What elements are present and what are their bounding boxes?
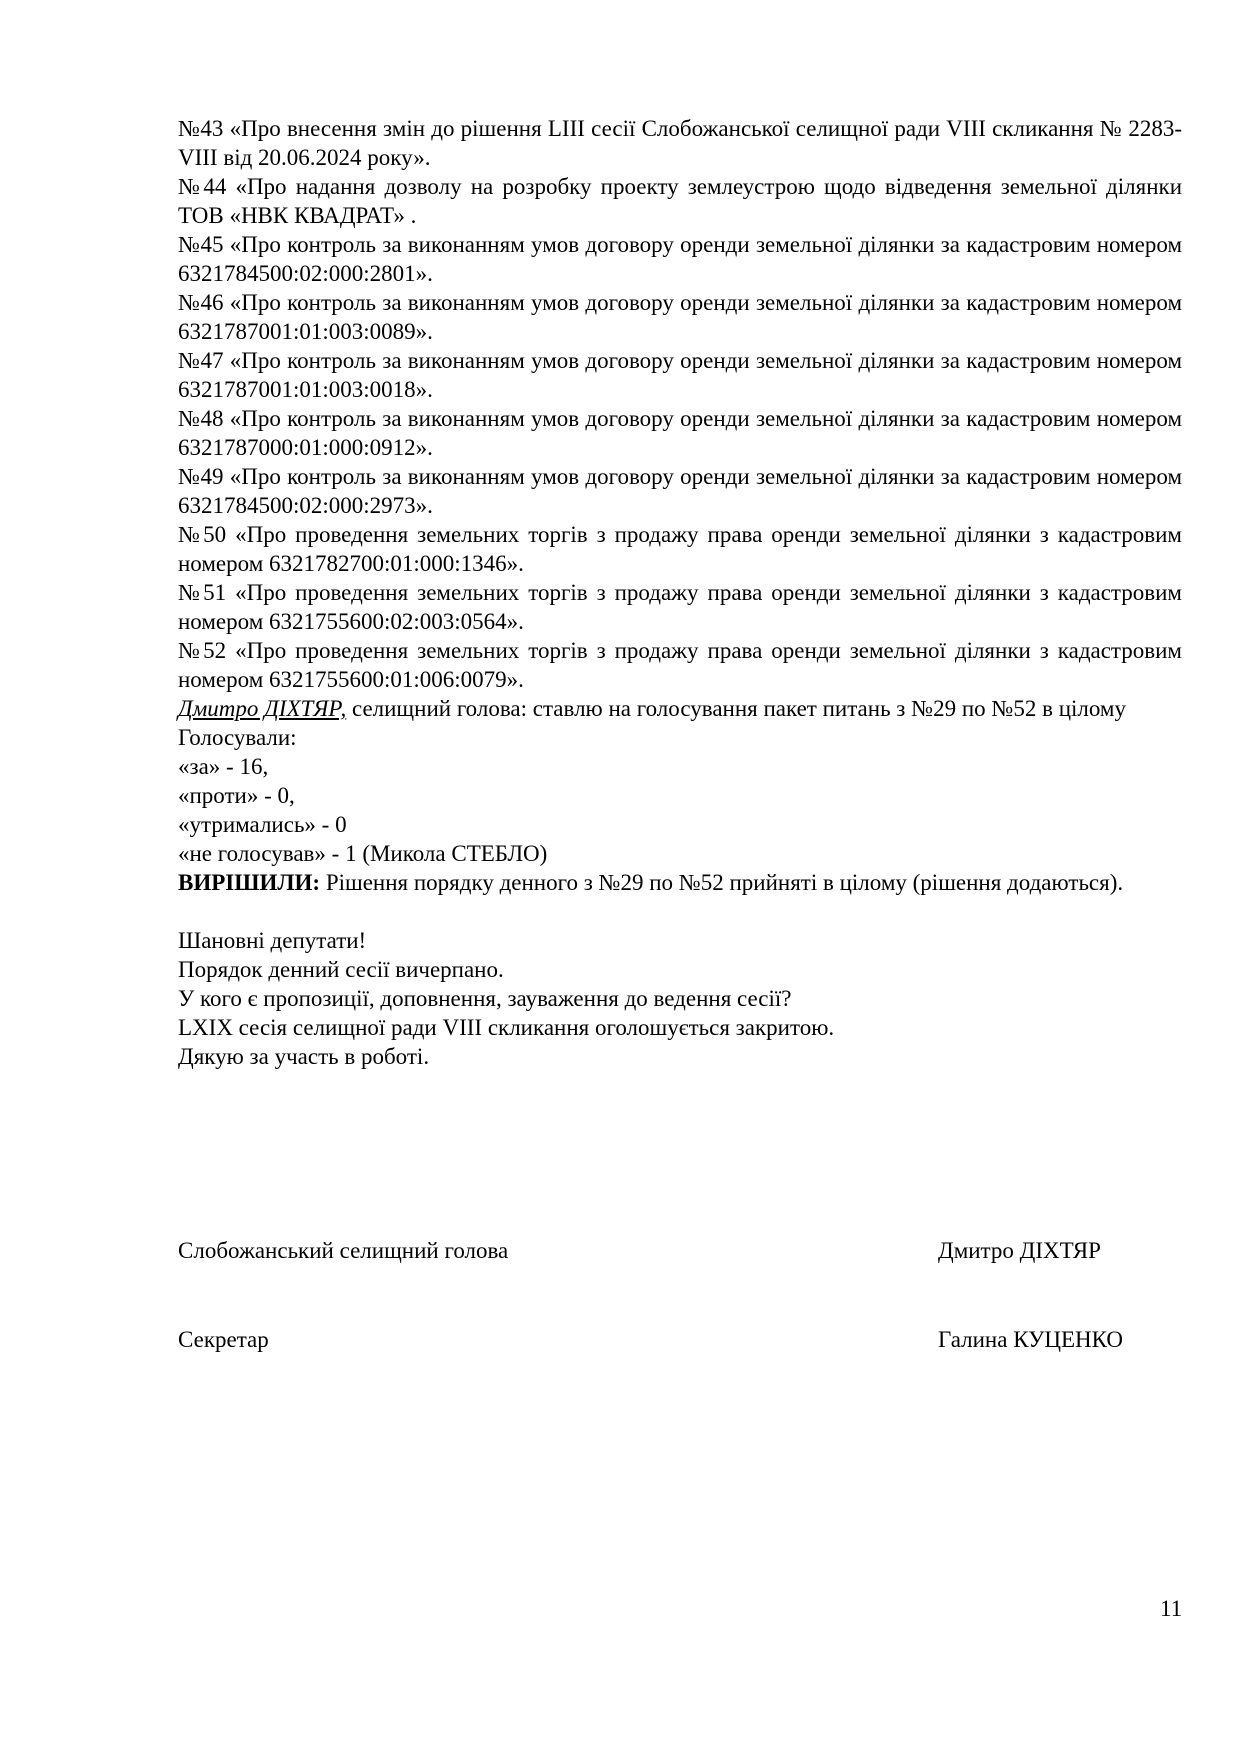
speech-paragraph bbox=[178, 694, 1182, 723]
agenda-item-52: №52 «Про проведення земельних торгів з продажу права оренди земельної ділянки з кадастровим номером 6321755600:01:006:0079». bbox=[178, 638, 1182, 692]
agenda-item-48: №48 «Про контроль за виконанням умов договору оренди земельної ділянки за кадастровим номером 6321787000:01:000:0912». bbox=[178, 406, 1182, 460]
agenda-item-44: №44 «Про надання дозволу на розробку проекту землеустрою щодо відведення земельної ділянки ТОВ «НВК КВАДРАТ» . bbox=[178, 174, 1182, 228]
agenda-item-43: №43 «Про внесення змін до рішення LIII сесії Слобожанської селищної ради VIII скликання № 2283-VIII від 20.06.2024 року». bbox=[178, 116, 1182, 170]
decision-label: ВИРІШИЛИ: bbox=[178, 870, 321, 895]
closing-line: Порядок денний сесії вичерпано. bbox=[178, 957, 504, 982]
signature-row-head bbox=[178, 1238, 1182, 1268]
page-number: 11 bbox=[1160, 1596, 1183, 1621]
agenda-item-49: №49 «Про контроль за виконанням умов договору оренди земельної ділянки за кадастровим номером 6321784500:02:000:2973». bbox=[178, 464, 1182, 518]
agenda-item-46: №46 «Про контроль за виконанням умов договору оренди земельної ділянки за кадастровим номером 6321787001:01:003:0089». bbox=[178, 290, 1182, 344]
signature-row-secretary bbox=[178, 1327, 1182, 1357]
spacer bbox=[178, 897, 1182, 926]
document-body bbox=[178, 114, 1182, 1071]
vote-not-voted: «не голосував» - 1 (Микола СТЕБЛО) bbox=[178, 841, 548, 866]
vote-abstained: «утримались» - 0 bbox=[178, 812, 347, 837]
agenda-item-47: №47 «Про контроль за виконанням умов договору оренди земельної ділянки за кадастровим номером 6321787001:01:003:0018». bbox=[178, 348, 1182, 402]
signature-role: Слобожанський селищний голова bbox=[178, 1238, 509, 1263]
agenda-item-51: №51 «Про проведення земельних торгів з продажу права оренди земельної ділянки з кадастровим номером 6321755600:02:003:0564». bbox=[178, 580, 1182, 634]
agenda-item-45: №45 «Про контроль за виконанням умов договору оренди земельної ділянки за кадастровим номером 6321784500:02:000:2801». bbox=[178, 232, 1182, 286]
decision-text: Рішення порядку денного з №29 по №52 прийняті в цілому (рішення додаються). bbox=[320, 870, 1124, 895]
closing-line: У кого є пропозиції, доповнення, зауваження до ведення сесії? bbox=[178, 986, 792, 1011]
closing-line: LXIX сесія селищної ради VIII скликання оголошується закритою. bbox=[178, 1015, 835, 1040]
closing-line: Дякую за участь в роботі. bbox=[178, 1044, 430, 1069]
signature-name: Дмитро ДІХТЯР bbox=[938, 1238, 1101, 1263]
speaker-name: Дмитро ДІХТЯР, bbox=[178, 696, 347, 721]
decision-paragraph bbox=[178, 868, 1182, 897]
closing-line: Шановні депутати! bbox=[178, 928, 367, 953]
vote-for: «за» - 16, bbox=[178, 754, 269, 779]
speech-text: селищний голова: ставлю на голосування пакет питань з №29 по №52 в цілому bbox=[346, 696, 1126, 721]
agenda-item-50: №50 «Про проведення земельних торгів з продажу права оренди земельної ділянки з кадастровим номером 6321782700:01:000:1346». bbox=[178, 522, 1182, 576]
vote-heading: Голосували: bbox=[178, 725, 297, 750]
vote-against: «проти» - 0, bbox=[178, 783, 295, 808]
signature-role: Секретар bbox=[178, 1327, 269, 1352]
signature-name: Галина КУЦЕНКО bbox=[938, 1327, 1123, 1352]
